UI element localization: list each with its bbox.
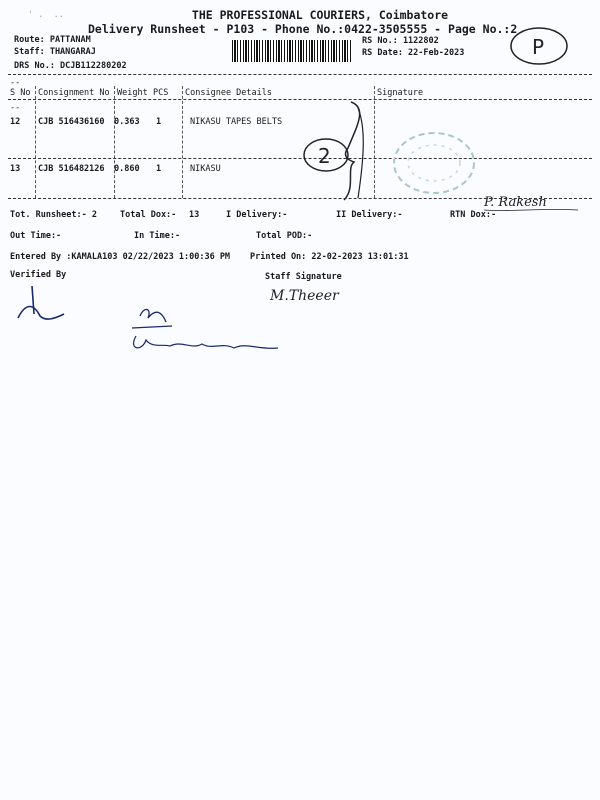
in-time: In Time:- [134,231,181,241]
svg-text:M.Theeer: M.Theeer [270,288,339,304]
officer-signature [122,304,292,354]
column-divider [35,86,36,198]
drs-number: DRS No.: DCJB112280202 [14,61,127,71]
total-dox-label: Total Dox:- [120,210,177,220]
row-sno: 12 [10,117,21,127]
row-pcs: 1 [156,117,162,127]
tot-runsheet: Tot. Runsheet:- 2 [10,210,97,220]
row-weight: 0.363 [114,117,140,127]
col-header-pcs: PCS [153,88,169,98]
verified-by-label: Verified By [10,270,67,280]
verifier-signature [12,284,72,322]
column-divider [182,86,183,198]
dash-mark: -- [10,103,21,113]
route-label: Route: PATTANAM [14,35,91,45]
col-header-weight: Weight [117,88,148,98]
ii-delivery: II Delivery:- [336,210,403,220]
staff-signature-label: Staff Signature [265,272,342,282]
total-pod: Total POD:- [256,231,313,241]
handwritten-brace-mark [296,98,376,204]
scan-speckle: ' . .. [28,10,64,20]
row-sno: 13 [10,164,21,174]
col-header-sno: S No [10,88,31,98]
circle-mark-stamp [508,24,570,68]
col-header-consignee: Consignee Details [185,88,272,98]
barcode [232,40,352,62]
row-consignee: NIKASU TAPES BELTS [190,117,283,127]
row-pcs: 1 [156,164,162,174]
rs-date: RS Date: 22-Feb-2023 [362,48,465,58]
printed-on: Printed On: 22-02-2023 13:01:31 [250,252,409,262]
entered-by: Entered By :KAMALA103 02/22/2023 1:00:36 PM [10,252,231,262]
out-time: Out Time:- [10,231,62,241]
svg-text:P: P [532,35,545,59]
company-title: THE PROFESSIONAL COURIERS, Coimbatore [191,8,449,22]
staff-label: Staff: THANGARAJ [14,47,96,57]
column-divider [114,86,115,198]
row-consignment: CJB 516436160 [38,117,105,127]
faint-stamp [390,128,478,198]
receiver-signature [482,186,582,214]
row-weight: 0.860 [114,164,140,174]
rs-number: RS No.: 1122802 [362,36,439,46]
svg-text:2: 2 [318,144,331,168]
i-delivery: I Delivery:- [226,210,288,220]
header-rule [8,74,592,75]
rtn-dox: RTN Dox:- [450,210,497,220]
col-header-signature: Signature [377,88,424,98]
staff-handwritten-signature [266,280,376,306]
total-dox-value: 13 [189,210,200,220]
col-header-consignment: Consignment No [38,88,110,98]
svg-text:P. Rakesh: P. Rakesh [484,195,547,210]
row-consignee: NIKASU [190,164,221,174]
row-consignment: CJB 516482126 [38,164,105,174]
runsheet-subtitle: Delivery Runsheet - P103 - Phone No.:0422-3505555 - Page No.:2 [88,22,518,36]
dash-mark: -- [10,78,21,88]
